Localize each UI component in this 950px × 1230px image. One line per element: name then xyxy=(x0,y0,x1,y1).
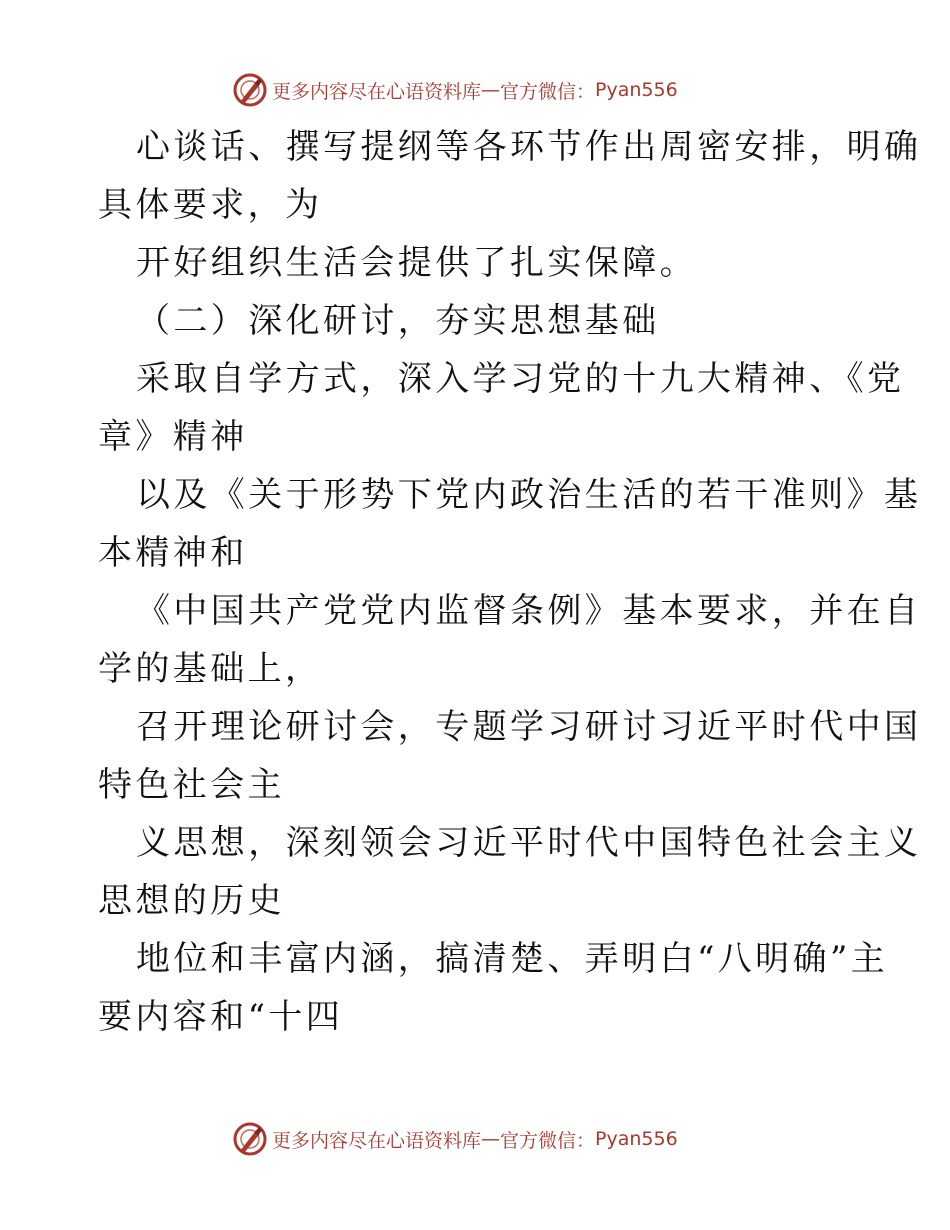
text-line: 召开理论研讨会，专题学习研讨习近平时代中国 xyxy=(136,707,922,747)
text-line: 思想的历史 xyxy=(98,881,285,921)
text-line: 地位和丰富内涵，搞清楚、弄明白“八明确”主 xyxy=(136,939,889,979)
text-line: 开好组织生活会提供了扎实保障。 xyxy=(136,243,697,283)
header-brand-text: 更多内容尽在心语资料库 xyxy=(272,80,482,103)
text-line: 《中国共产党党内监督条例》基本要求，并在自 xyxy=(136,591,922,631)
text-line: 义思想，深刻领会习近平时代中国特色社会主义 xyxy=(136,823,922,863)
text-line: 要内容和“十四 xyxy=(98,997,344,1037)
pen-circle-logo-icon xyxy=(232,1121,268,1157)
pen-circle-logo-icon xyxy=(232,72,268,108)
footer-wechat-label: 官方微信： xyxy=(500,1129,596,1152)
text-line: 以及《关于形势下党内政治生活的若干准则》基 xyxy=(136,475,922,515)
text-line: 学的基础上， xyxy=(98,649,323,689)
text-line: 心谈话、撰写提纲等各环节作出周密安排，明确 xyxy=(136,127,922,167)
header-wechat-label: 官方微信： xyxy=(500,80,596,103)
document-body xyxy=(98,118,922,1046)
header-banner xyxy=(232,70,712,110)
text-line: 本精神和 xyxy=(98,533,248,573)
footer-wechat-id: Pyan556 xyxy=(595,1128,678,1150)
text-line: （二）深化研讨，夯实思想基础 xyxy=(136,301,660,341)
text-line: 特色社会主 xyxy=(98,765,285,805)
header-wechat-id: Pyan556 xyxy=(595,79,678,101)
footer-separator: — xyxy=(481,1128,501,1150)
header-separator: — xyxy=(481,79,501,101)
text-line: 章》精神 xyxy=(98,417,248,457)
text-line: 采取自学方式，深入学习党的十九大精神、《党 xyxy=(136,359,905,399)
text-line: 具体要求，为 xyxy=(98,185,323,225)
footer-banner xyxy=(232,1119,712,1159)
footer-brand-text: 更多内容尽在心语资料库 xyxy=(272,1129,482,1152)
